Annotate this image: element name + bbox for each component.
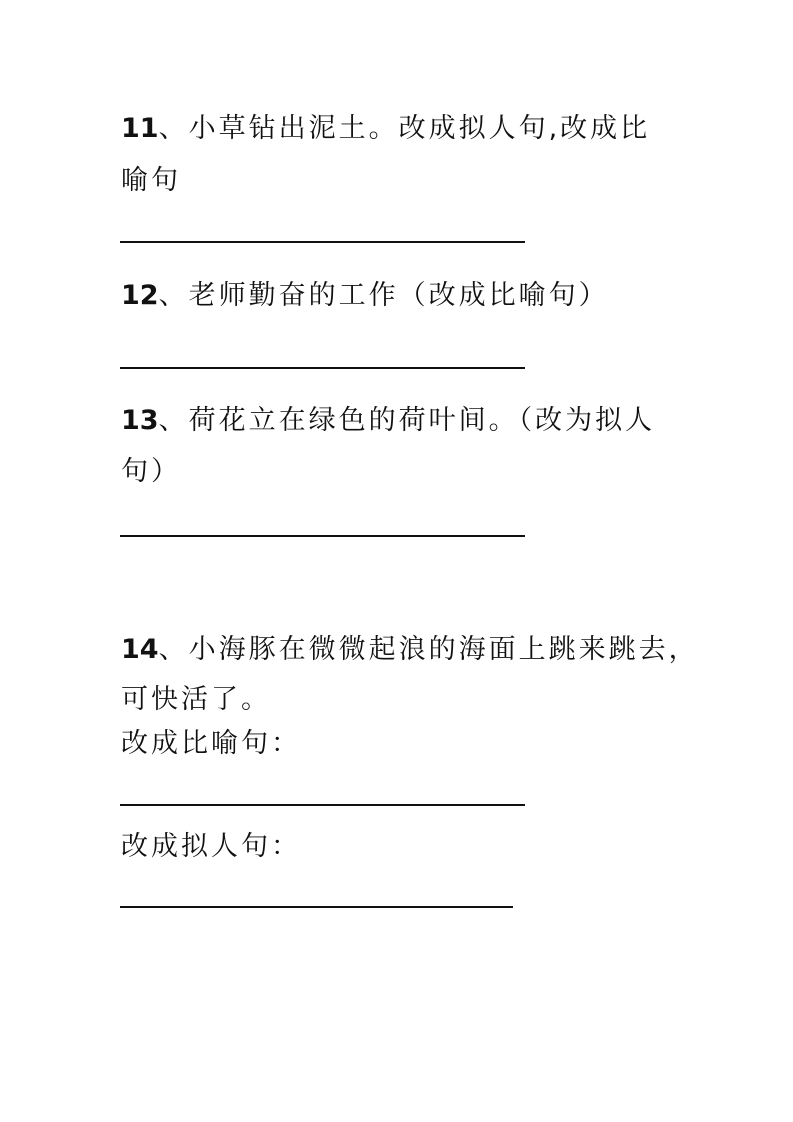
question-11-number: 11: [121, 113, 159, 144]
question-13-text: 、荷花立在绿色的荷叶间。（改为拟人: [158, 405, 656, 436]
question-12-number: 12: [121, 280, 159, 311]
question-14-sub-prompt-simile: 改成比喻句：: [121, 728, 301, 759]
question-13-line-1: [121, 404, 655, 438]
question-14-line-1: [121, 633, 699, 667]
question-13-line-2: 句）: [121, 456, 181, 487]
question-14-line-2: 可快活了。: [121, 684, 271, 715]
question-11-line-1: [121, 112, 650, 146]
answer-line-12[interactable]: [120, 367, 525, 369]
question-11-text: 、小草钻出泥土。改成拟人句,改成比: [158, 113, 651, 144]
answer-line-11[interactable]: [120, 241, 525, 243]
question-11-line-2: 喻句: [121, 165, 181, 196]
answer-line-14-simile[interactable]: [120, 804, 525, 806]
question-13-number: 13: [121, 405, 159, 436]
answer-line-13[interactable]: [120, 535, 525, 537]
question-14-number: 14: [121, 634, 159, 665]
question-14-sub-prompt-personification: 改成拟人句：: [121, 831, 301, 862]
question-14-text: 、小海豚在微微起浪的海面上跳来跳去，: [158, 634, 699, 665]
question-12-text: 、老师勤奋的工作（改成比喻句）: [158, 280, 609, 311]
question-12-line-1: [121, 279, 609, 313]
answer-line-14-personification[interactable]: [120, 906, 513, 908]
